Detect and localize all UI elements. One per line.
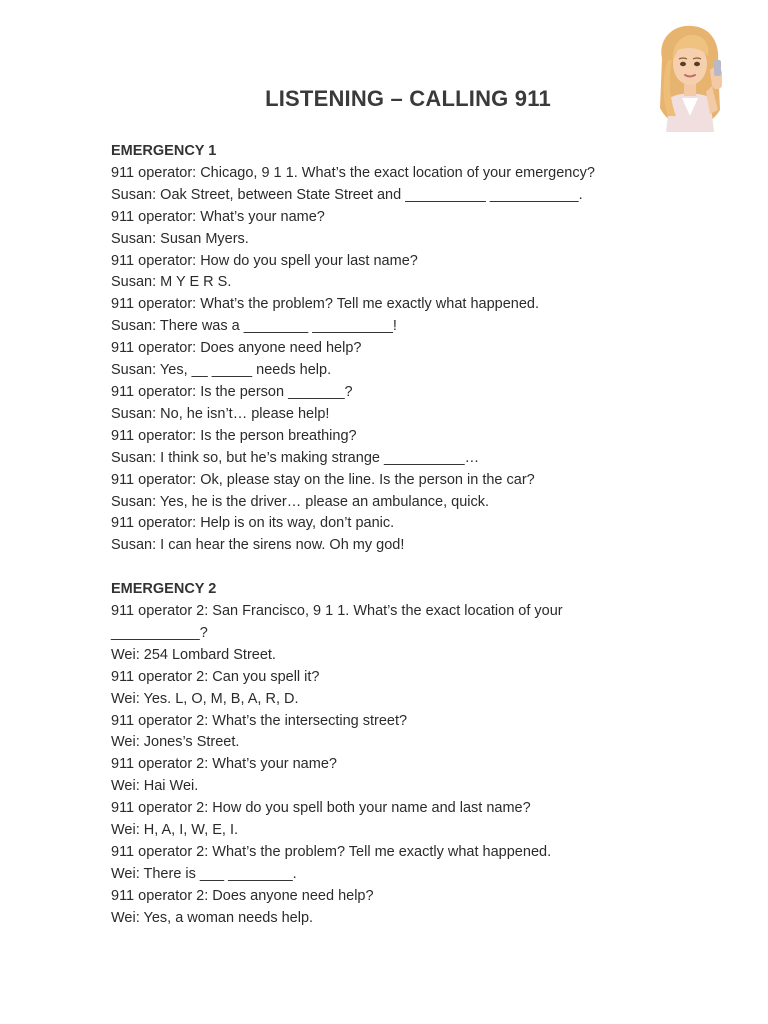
dialogue-line: 911 operator 2: How do you spell both your name and last name?: [111, 800, 531, 817]
section-heading: EMERGENCY 2: [111, 581, 217, 598]
dialogue-line: 911 operator 2: What’s the intersecting street?: [111, 712, 408, 729]
dialogue-line: 911 operator 2: What’s your name?: [111, 756, 337, 773]
dialogue-line: Wei: Yes, a woman needs help.: [111, 909, 314, 926]
dialogue-line: 911 operator 2: San Francisco, 9 1 1. What’s the exact location of your: [111, 603, 563, 620]
dialogue-line: Wei: Yes. L, O, M, B, A, R, D.: [111, 690, 299, 707]
dialogue-line: 911 operator 2: Does anyone need help?: [111, 887, 374, 904]
dialogue-line: Susan: No, he isn’t… please help!: [111, 405, 330, 422]
page-title: LISTENING – CALLING 911: [265, 86, 551, 111]
dialogue-line: Wei: There is ___ ________.: [111, 865, 297, 882]
dialogue-line: Wei: 254 Lombard Street.: [111, 646, 276, 663]
dialogue-line: 911 operator: What’s your name?: [111, 208, 325, 225]
dialogue-line: Wei: H, A, I, W, E, I.: [111, 822, 239, 839]
dialogue-line: Susan: Yes, he is the driver… please an ambulance, quick.: [111, 493, 490, 510]
dialogue-line: 911 operator: Help is on its way, don’t panic.: [111, 515, 395, 532]
dialogue-line: 911 operator: Ok, please stay on the line. Is the person in the car?: [111, 471, 535, 488]
worksheet-content: [111, 141, 671, 930]
dialogue-line: Susan: I can hear the sirens now. Oh my god!: [111, 537, 405, 554]
dialogue-line: 911 operator: How do you spell your last name?: [111, 252, 418, 269]
dialogue-line: Susan: Oak Street, between State Street and __________ ___________.: [111, 186, 583, 203]
dialogue-line: Wei: Jones’s Street.: [111, 734, 240, 751]
dialogue-line: Susan: I think so, but he’s making strange __________…: [111, 449, 480, 466]
dialogue-line: 911 operator 2: Can you spell it?: [111, 668, 320, 685]
dialogue-line: Susan: Yes, __ _____ needs help.: [111, 362, 332, 379]
dialogue-line: 911 operator: What’s the problem? Tell me exactly what happened.: [111, 296, 540, 313]
section-heading: EMERGENCY 1: [111, 143, 217, 159]
dialogue-line: 911 operator: Chicago, 9 1 1. What’s the exact location of your emergency?: [111, 164, 595, 181]
dialogue-line: 911 operator 2: What’s the problem? Tell me exactly what happened.: [111, 843, 552, 860]
dialogue-line: ___________?: [111, 624, 208, 641]
emergency-2-section: [111, 579, 671, 930]
avatar-illustration: [648, 20, 732, 132]
dialogue-line: Susan: M Y E R S.: [111, 274, 232, 291]
emergency-1-section: [111, 141, 671, 557]
dialogue-line: Wei: Hai Wei.: [111, 778, 199, 795]
dialogue-line: 911 operator: Is the person breathing?: [111, 427, 357, 444]
dialogue-line: Susan: Susan Myers.: [111, 230, 249, 247]
dialogue-line: Susan: There was a ________ __________!: [111, 318, 397, 335]
dialogue-line: 911 operator: Is the person _______?: [111, 383, 353, 400]
dialogue-line: 911 operator: Does anyone need help?: [111, 340, 362, 357]
